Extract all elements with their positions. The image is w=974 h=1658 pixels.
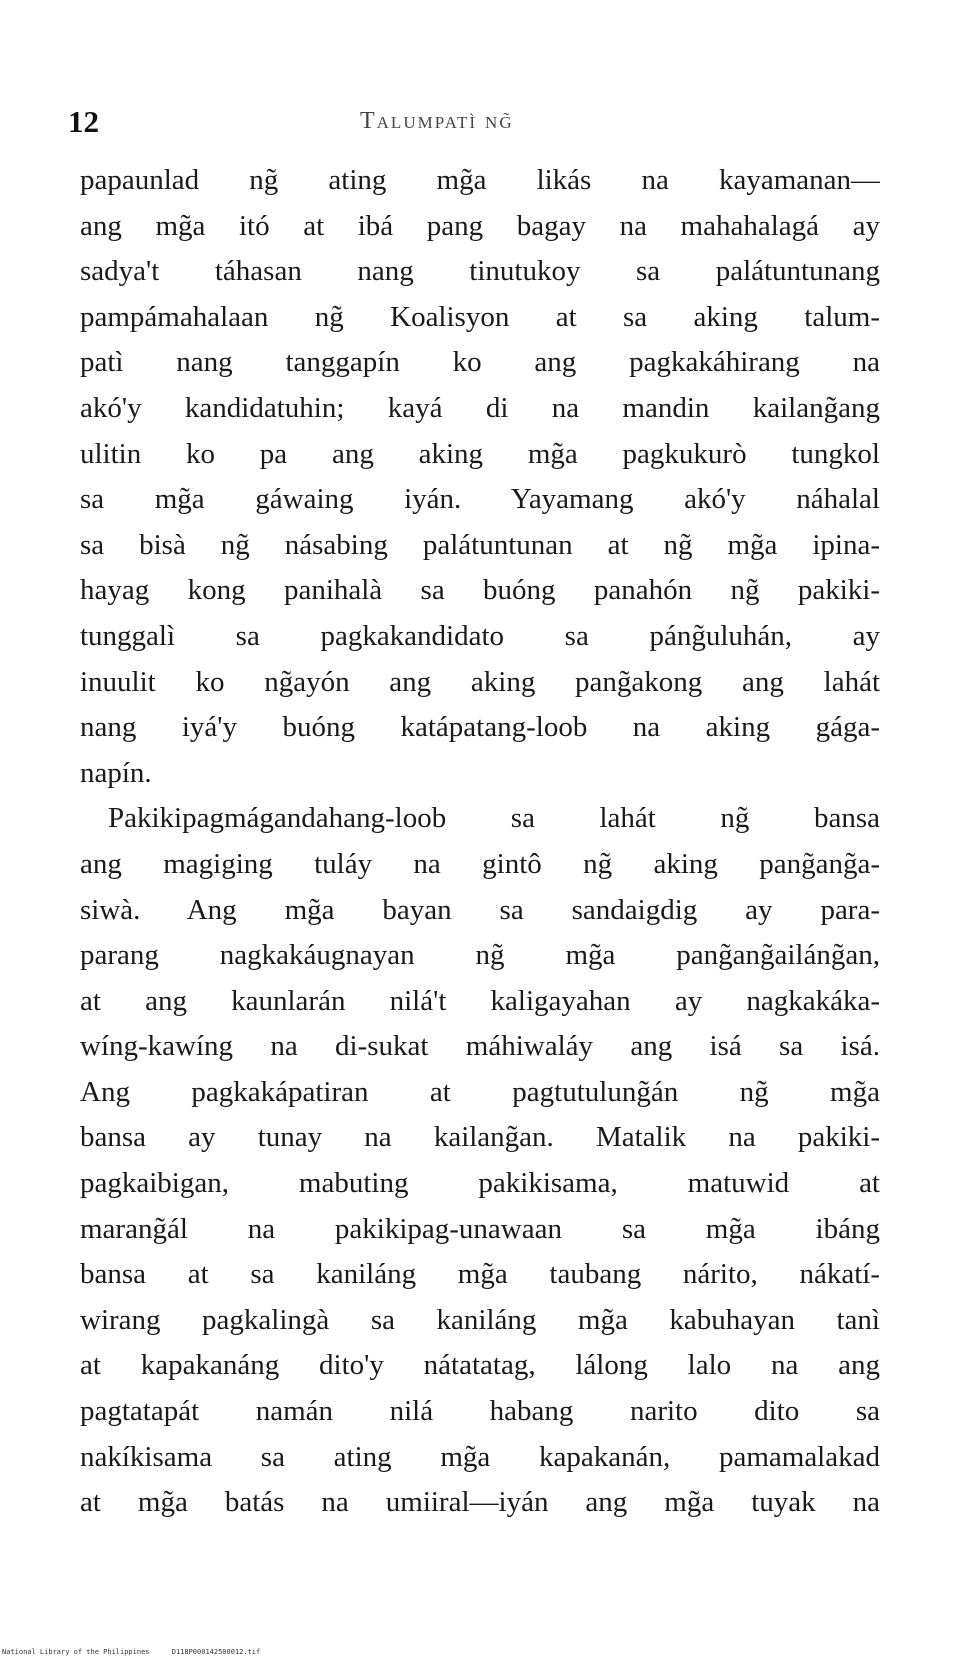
text-line: at mg̃a batás na umiiral—iyán ang mg̃a tuyak na <box>80 1486 880 1519</box>
text-line: at kapakanáng dito'y nátatatag, lálong lalo na ang <box>80 1349 880 1382</box>
file-id: D118P000142500012.tif <box>171 1648 261 1656</box>
text-line: siwà. Ang mg̃a bayan sa sandaigdig ay para- <box>80 893 880 926</box>
text-line: patì nang tanggapín ko ang pagkakáhirang na <box>80 346 880 379</box>
text-line: nang iyá'y buóng katápatang-loob na aking gága- <box>80 711 880 744</box>
text-line: pagtatapát namán nilá habang narito dito sa <box>80 1395 880 1428</box>
text-line: pampámahalaan ng̃ Koalisyon at sa aking talum- <box>80 300 880 333</box>
text-line: sa bisà ng̃ násabing palátuntunan at ng̃ mg̃a ipina- <box>80 528 880 561</box>
text-line: wirang pagkalingà sa kaniláng mg̃a kabuhayan tanì <box>80 1303 880 1336</box>
text-line: bansa at sa kaniláng mg̃a taubang nárito, nákatí- <box>80 1258 880 1291</box>
text-line: ang mg̃a itó at ibá pang bagay na mahahalagá ay <box>80 209 880 242</box>
text-line: tunggalì sa pagkakandidato sa páng̃uluhán, ay <box>80 619 880 652</box>
text-line: sadya't táhasan nang tinutukoy sa palátuntunang <box>80 255 880 288</box>
text-line: parang nagkakáugnayan ng̃ mg̃a pang̃ang̃ailáng̃an, <box>80 939 880 972</box>
text-line: ang magiging tuláy na gintô ng̃ aking pang̃ang̃a- <box>80 847 880 880</box>
scan-metadata <box>2 1648 278 1656</box>
library-name: National Library of the Philippines <box>2 1648 150 1656</box>
text-line: akó'y kandidatuhin; kayá di na mandin kailang̃ang <box>80 391 880 424</box>
text-line: sa mg̃a gáwaing iyán. Yayamang akó'y náhalal <box>80 483 880 516</box>
running-head: Talumpatì ng̃ <box>360 108 514 134</box>
text-line: inuulit ko ng̃ayón ang aking pang̃akong ang lahát <box>80 665 880 698</box>
text-line: pagkaibigan, mabuting pakikisama, matuwid at <box>80 1167 880 1200</box>
page-number: 12 <box>68 104 99 139</box>
text-line: bansa ay tunay na kailang̃an. Matalik na pakiki- <box>80 1121 880 1154</box>
text-line: papaunlad ng̃ ating mg̃a likás na kayamanan— <box>80 164 880 196</box>
text-line: nakíkisama sa ating mg̃a kapakanán, pamamalakad <box>80 1440 880 1473</box>
text-line: hayag kong panihalà sa buóng panahón ng̃ pakiki- <box>80 574 880 607</box>
body-text <box>80 158 880 1526</box>
text-line: napín. <box>80 756 152 789</box>
text-line: at ang kaunlarán nilá't kaligayahan ay nagkakáka- <box>80 984 880 1017</box>
text-line: wíng-kawíng na di-sukat máhiwaláy ang isá sa isá. <box>80 1030 880 1063</box>
text-line: marang̃ál na pakikipag-unawaan sa mg̃a ibáng <box>80 1212 880 1245</box>
text-line: Ang pagkakápatiran at pagtutulung̃án ng̃ mg̃a <box>80 1075 880 1108</box>
paragraph-first-line: Pakikipagmágandahang-loob sa lahát ng̃ bansa <box>108 802 880 835</box>
page-header <box>68 104 888 144</box>
text-line: ulitin ko pa ang aking mg̃a pagkukurò tungkol <box>80 437 880 470</box>
